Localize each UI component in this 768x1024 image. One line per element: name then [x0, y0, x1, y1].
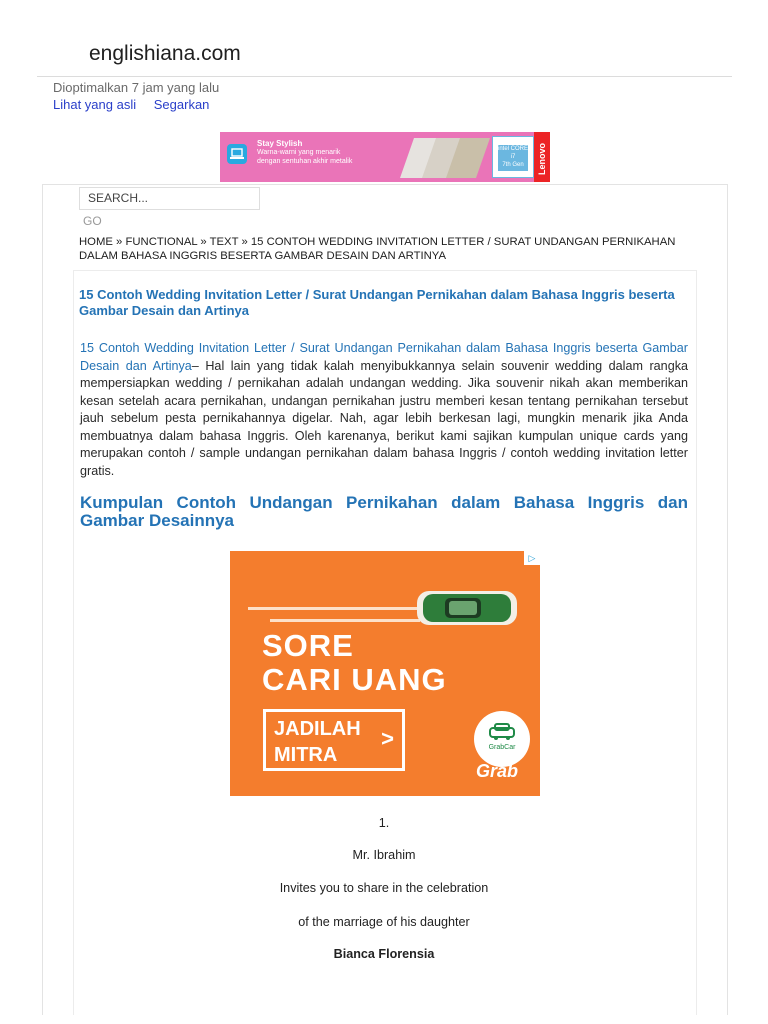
view-original-link[interactable]: Lihat yang asli — [53, 97, 137, 112]
banner-line-2: dengan sentuhan akhir metalik — [257, 158, 353, 165]
grabcar-label: GrabCar — [488, 744, 516, 751]
invitation-number: 1. — [378, 816, 390, 830]
breadcrumb-current: 15 CONTOH WEDDING INVITATION LETTER / SURAT UNDANGAN PERNIKAHAN DALAM BAHASA INGGRIS BESERTA GAMBAR DESAIN DAN ARTINYA — [79, 236, 676, 262]
intro-body: – Hal lain yang tidak kalah menyibukkannya selain souvenir wedding dalam rangka mempersiapkan wedding / pernikahan adalah undangan wedding. Jika souvenir nikah akan memberikan kesan setelah acara pernikahan, undangan pernikahan justru memberi kesan tentang pernikahan tersebut jauh sebelum pesta pernikahannya digelar. Nah, agar lebih berkesan lagi, mungkin menarik jika Anda membuatnya dalam bahasa Inggris. Oleh karenanya, berikut kami sajikan kumpulan unique cards yang merupakan contoh / sample undangan pernikahan dalam bahasa Inggris / contoh wedding invitation letter gratis. — [80, 358, 688, 478]
invitation-line-2: of the marriage of his daughter — [298, 915, 470, 929]
chevron-right-icon: > — [381, 726, 394, 751]
refresh-link[interactable]: Segarkan — [153, 97, 210, 112]
invitation-bride: Bianca Florensia — [333, 947, 435, 961]
speed-stripe — [248, 607, 418, 610]
optimized-notice: Dioptimalkan 7 jam yang lalu — [53, 80, 220, 95]
laptops-image — [392, 136, 492, 178]
intel-label: intel CORE i7 — [498, 146, 529, 160]
site-title[interactable]: englishiana.com — [89, 42, 241, 65]
breadcrumb-home[interactable]: HOME — [79, 236, 113, 248]
breadcrumb-separator: » — [241, 236, 248, 248]
adchoices-icon[interactable]: ▷ — [524, 551, 540, 565]
header-links — [53, 97, 223, 112]
banner-line-1: Warna-warni yang menarik — [257, 149, 341, 156]
search-input[interactable]: SEARCH... — [79, 187, 260, 210]
invitation-line-1: Invites you to share in the celebration — [279, 881, 489, 895]
breadcrumb-separator: » — [200, 236, 207, 248]
ad-cta-line-1: JADILAH — [274, 718, 361, 740]
breadcrumb — [79, 235, 699, 263]
header-divider — [37, 76, 732, 77]
lenovo-logo: Lenovo — [534, 132, 550, 182]
grab-logo: Grab — [476, 761, 519, 781]
ad-headline — [262, 629, 447, 697]
intro-paragraph — [80, 340, 688, 480]
banner-title: Stay Stylish — [257, 139, 303, 148]
intro-title-link[interactable]: 15 Contoh Wedding Invitation Letter / Surat Undangan Pernikahan dalam Bahasa Inggris beserta Gambar Desain dan Artinya — [80, 341, 688, 373]
intel-badge — [492, 136, 534, 178]
breadcrumb-text[interactable]: TEXT — [209, 236, 239, 248]
ad-headline-line-2: CARI UANG — [262, 662, 447, 697]
ad-cta-button[interactable] — [263, 709, 405, 771]
ad-cta-line-2: MITRA — [274, 744, 338, 766]
intel-gen: 7th Gen — [502, 162, 524, 168]
top-ad-banner[interactable] — [220, 132, 550, 182]
go-button[interactable]: GO — [83, 214, 102, 228]
section-heading: Kumpulan Contoh Undangan Pernikahan dalam Bahasa Inggris dan Gambar Desainnya — [80, 493, 688, 530]
car-image — [415, 585, 520, 631]
car-icon — [488, 723, 516, 741]
speed-stripe — [270, 619, 420, 622]
grab-ad[interactable] — [230, 551, 540, 796]
post-title[interactable]: 15 Contoh Wedding Invitation Letter / Surat Undangan Pernikahan dalam Bahasa Inggris beserta Gambar Desain dan Artinya — [79, 287, 675, 318]
breadcrumb-functional[interactable]: FUNCTIONAL — [125, 236, 198, 248]
ad-headline-line-1: SORE — [262, 628, 354, 663]
laptop-icon — [227, 144, 247, 164]
invitation-host: Mr. Ibrahim — [352, 848, 416, 862]
grabcar-badge — [474, 711, 530, 767]
breadcrumb-separator: » — [116, 236, 123, 248]
